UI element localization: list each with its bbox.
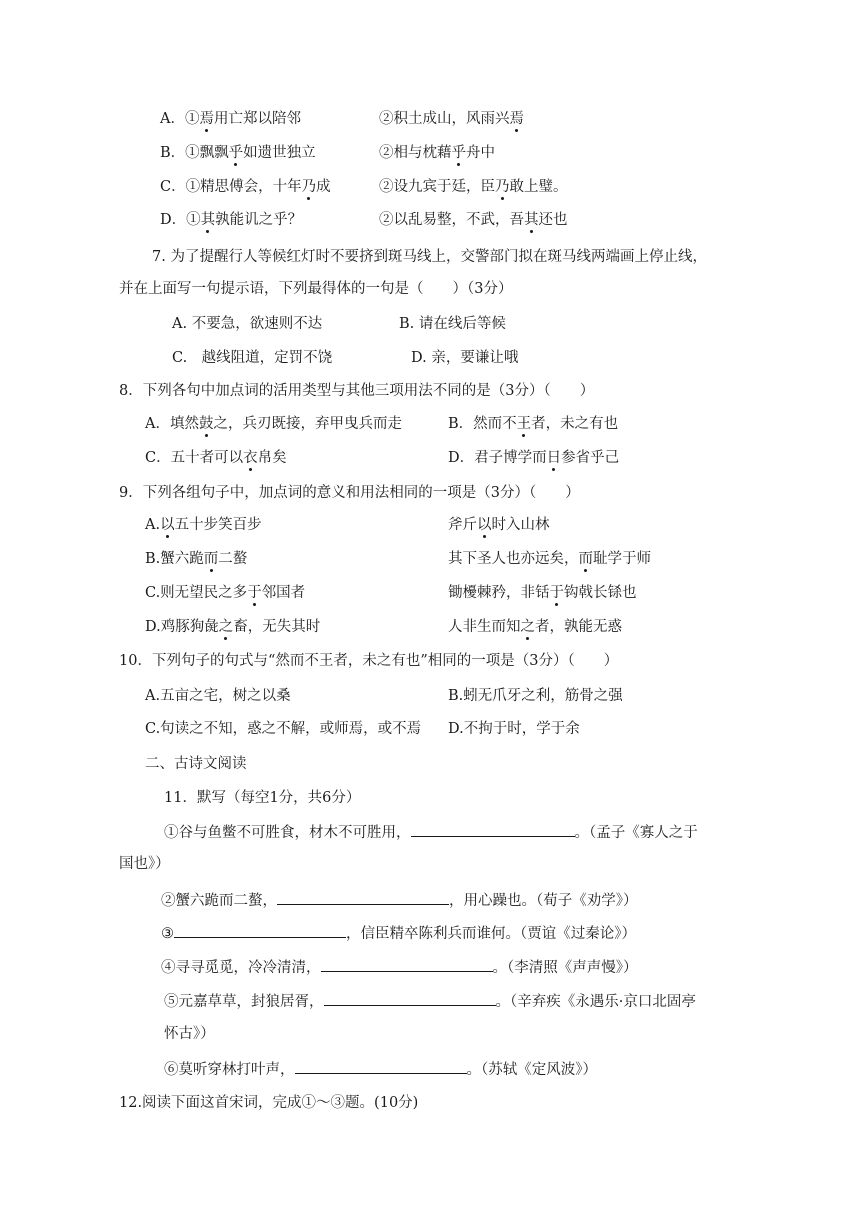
q7-option-a: A. 不要急，欲速则不达 bbox=[172, 316, 323, 332]
q6-option-c-left: C．①精思傅会，十年乃成 bbox=[160, 179, 331, 195]
q6-option-a-left: A．①焉用亡郑以陪邻 bbox=[160, 111, 301, 127]
q11-item-4: ④寻寻觅觅，冷冷清清， 。（李清照《声声慢》） bbox=[161, 956, 638, 978]
q8-option-a: A．填然鼓之，兵刃既接，弃甲曳兵而走 bbox=[145, 416, 402, 432]
answer-blank-4[interactable] bbox=[321, 956, 493, 972]
answer-blank-6[interactable] bbox=[295, 1058, 467, 1074]
q11-item-6: ⑥莫听穿林打叶声， 。（苏轼《定风波》） bbox=[164, 1058, 597, 1080]
q10-option-b: B.蚓无爪牙之利，筋骨之强 bbox=[448, 688, 623, 704]
q7-option-b: B. 请在线后等候 bbox=[399, 316, 506, 332]
q11-item-3: ③ ，信臣精卒陈利兵而谁何。（贾谊《过秦论》） bbox=[161, 922, 636, 944]
q8-option-b: B．然而不王者，未之有也 bbox=[448, 416, 619, 432]
q7-stem-line2: 并在上面写一句提示语，下列最得体的一句是（ ）（3分） bbox=[119, 281, 513, 297]
q6-option-d-right: ②以乱易整，不武，吾其还也 bbox=[379, 212, 568, 228]
q11-item-1: ①谷与鱼鳖不可胜食，材木不可胜用， 。（孟子《寡人之于 bbox=[164, 821, 698, 843]
q9-option-c-right: 锄櫌棘矜，非铦于钩戟长铩也 bbox=[448, 585, 637, 601]
q7-option-c: C. 越线阻道，定罚不饶 bbox=[172, 350, 333, 366]
q6-option-a-right: ②积土成山，风雨兴焉 bbox=[379, 111, 524, 127]
q11-item-5-cont: 怀古》） bbox=[164, 1026, 215, 1042]
q7-option-d: D. 亲，要谦让哦 bbox=[411, 350, 519, 366]
q9-option-d-right: 人非生而知之者，孰能无惑 bbox=[448, 619, 622, 635]
q8-stem: 8．下列各句中加点词的活用类型与其他三项用法不同的是（3分）（ ） bbox=[119, 383, 595, 399]
q9-option-b-left: B.蟹六跪而二螯 bbox=[145, 551, 248, 567]
q9-option-a-right: 斧斤以时入山林 bbox=[448, 517, 550, 533]
q11-item-5: ⑤元嘉草草，封狼居胥， 。（辛弃疾《永遇乐·京口北固亭 bbox=[164, 990, 696, 1012]
q10-option-a: A.五亩之宅，树之以桑 bbox=[145, 688, 291, 704]
q9-option-a-left: A.以五十步笑百步 bbox=[145, 517, 262, 533]
q11-item-2: ②蟹六跪而二螯， ，用心躁也。（荀子《劝学》） bbox=[161, 889, 638, 911]
q8-option-c: C．五十者可以衣帛矣 bbox=[145, 450, 287, 466]
answer-blank-1[interactable] bbox=[411, 821, 575, 837]
q6-option-b-right: ②相与枕藉乎舟中 bbox=[379, 145, 495, 161]
q9-option-b-right: 其下圣人也亦远矣，而耻学于师 bbox=[448, 551, 651, 567]
q6-option-b-left: B．①飘飘乎如遗世独立 bbox=[160, 145, 316, 161]
q10-stem: 10．下列句子的句式与“然而不王者，未之有也”相同的一项是（3分）（ ） bbox=[119, 653, 619, 669]
answer-blank-5[interactable] bbox=[324, 990, 496, 1006]
q8-option-d: D．君子博学而日参省乎己 bbox=[448, 450, 620, 466]
q9-stem: 9．下列各组句子中，加点词的意义和用法相同的一项是（3分）（ ） bbox=[119, 485, 580, 501]
q12-stem: 12.阅读下面这首宋词，完成①～③题。(10分) bbox=[119, 1095, 419, 1111]
q6-option-c-right: ②设九宾于廷，臣乃敢上璧。 bbox=[379, 179, 568, 195]
q10-option-c: C.句读之不知，惑之不解，或师焉，或不焉 bbox=[145, 721, 422, 737]
q6-option-d-left: D．①其孰能讥之乎？ bbox=[160, 212, 303, 228]
q11-stem: 11．默写（每空1分，共6分） bbox=[164, 790, 361, 806]
q9-option-d-left: D.鸡豚狗彘之畜，无失其时 bbox=[145, 619, 321, 635]
q11-item-1-cont: 国也》） bbox=[119, 856, 170, 872]
q7-stem-line1: 7. 为了提醒行人等候红灯时不要挤到斑马线上，交警部门拟在斑马线两端画上停止线， bbox=[152, 249, 707, 265]
q9-option-c-left: C.则无望民之多于邻国者 bbox=[145, 585, 306, 601]
section-heading: 二、古诗文阅读 bbox=[145, 756, 247, 772]
answer-blank-2[interactable] bbox=[277, 889, 449, 905]
answer-blank-3[interactable] bbox=[174, 922, 346, 938]
q10-option-d: D.不拘于时，学于余 bbox=[448, 721, 580, 737]
